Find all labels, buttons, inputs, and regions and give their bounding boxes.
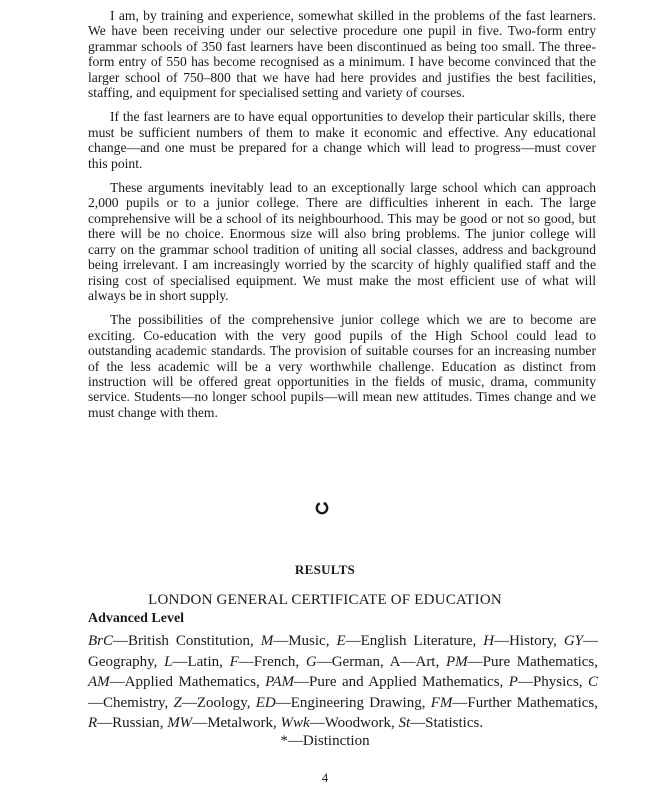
key-entry: BrC—British Constitution, bbox=[88, 633, 261, 649]
key-entry: Wwk—Woodwork, bbox=[280, 715, 399, 731]
key-entry: M—Music, bbox=[260, 633, 337, 649]
paragraph: These arguments inevitably lead to an exceptionally large school which can approach 2,000 pupils or to a junior college. There are difficulties inherent in each. The large comprehensive will be a school of its neighbourhood. This may be good or not so good, but there will be no choice. Enormous size will also bring problems. The junior college will carry on the grammar school tradition of uniting all social classes, address and background being irrelevant. I am increasingly worried by the scarcity of highly qualified staff and the rising cost of specialised equipment. We must make the most efficient use of what will always be in short supply. bbox=[88, 180, 596, 303]
key-entry: ED—Engineering Drawing, bbox=[255, 694, 431, 711]
key-entry: GY—Geography, bbox=[88, 633, 599, 670]
key-entry: E—English Literature, bbox=[336, 633, 484, 649]
paragraph: I am, by training and experience, somewhat skilled in the problems of the fast learners. We have been receiving under our selective procedure one pupil in five. Two-form entry grammar schools of 350 fast learners have been discontinued as being too small. The three-form entry of 550 has become recognised as a minimum. I have become convinced that the larger school of 750–800 that we have had here provides and justifies the best facilities, staffing, and equipment for specialised setting and variety of courses. bbox=[88, 8, 596, 101]
results-heading: RESULTS bbox=[294, 562, 356, 577]
key-entry: C—Chemistry, bbox=[88, 674, 599, 711]
key-entry: P—Physics, bbox=[508, 674, 588, 690]
paragraph: The possibilities of the comprehensive junior college which we are to become are exciting. Co-education with the very good pupils of the High School could lead to outstanding academic standards. The provision of suitable courses for an increasing number of the less academic will be a very worthwhile challenge. Education as distinct from instruction will be offered great opportunities in the fields of music, drama, community service. Students—no longer school pupils—will mean new attitudes. Times change and we must change with them. bbox=[88, 312, 596, 420]
certificate-heading: LONDON GENERAL CERTIFICATE OF EDUCATION bbox=[148, 592, 502, 608]
key-entry: PAM—Pure and Applied Mathematics, bbox=[265, 674, 509, 690]
key-entry: H—History, bbox=[483, 633, 564, 649]
key-entry: R—Russian, bbox=[88, 715, 168, 731]
key-entry: MW—Metalwork, bbox=[167, 715, 281, 731]
distinction-note: *—Distinction bbox=[280, 733, 370, 749]
page-number: 4 bbox=[321, 770, 329, 785]
paragraph: If the fast learners are to have equal opportunities to develop their particular skills, there must be sufficient numbers of them to make it economic and effective. Any educational change—and one must be prepared for a change which will lead to progress—must cover this point. bbox=[88, 109, 596, 171]
level-heading: Advanced Level bbox=[88, 611, 185, 626]
key-entry: PM—Pure Mathematics, bbox=[445, 653, 599, 670]
key-entry: AM—Applied Mathematics, bbox=[88, 674, 266, 690]
essay-body bbox=[88, 8, 596, 429]
circular-ornament-icon bbox=[314, 500, 330, 516]
key-entry: Z—Zoology, bbox=[173, 694, 256, 711]
key-entry: A—Art, bbox=[389, 653, 446, 670]
key-entry: St—Statistics. bbox=[398, 715, 484, 731]
key-entry: G—German, bbox=[305, 653, 390, 670]
subject-key bbox=[88, 631, 598, 734]
key-entry: FM—Further Mathematics, bbox=[430, 694, 599, 711]
key-entry: F—French, bbox=[229, 653, 306, 670]
key-entry: L—Latin, bbox=[164, 653, 230, 670]
